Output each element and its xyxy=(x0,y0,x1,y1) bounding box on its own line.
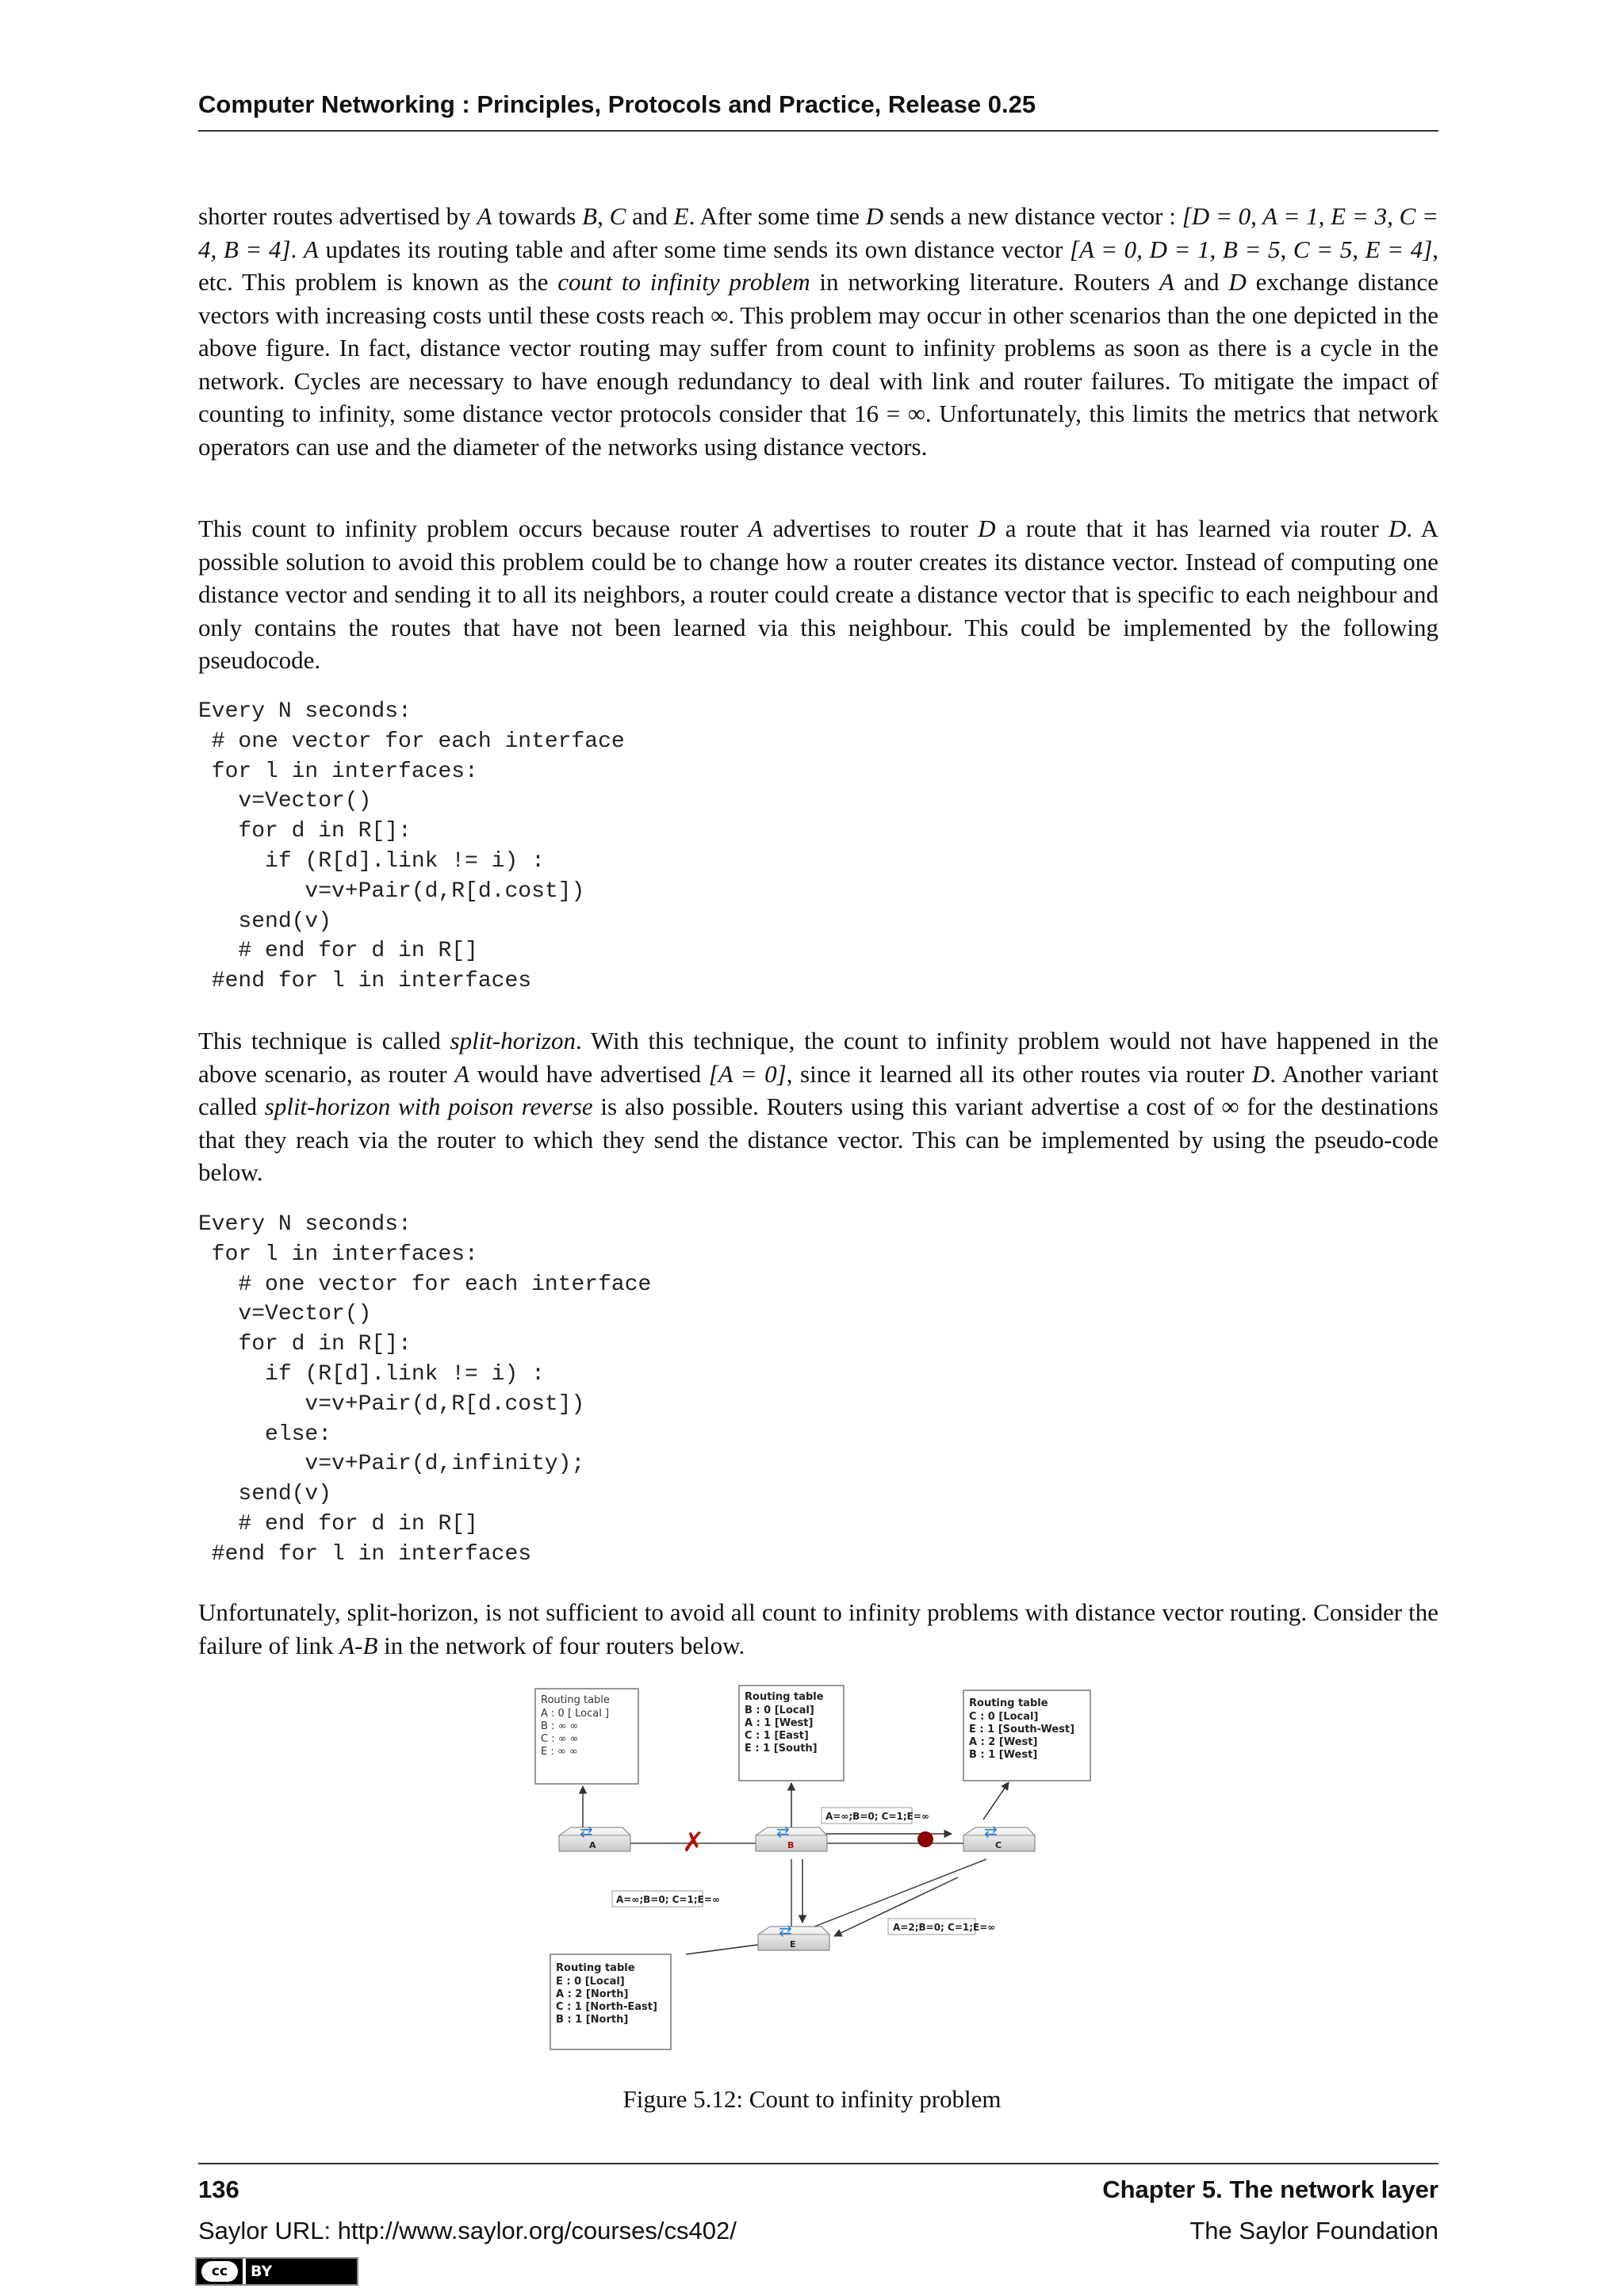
chapter-title: Chapter 5. The network layer xyxy=(1102,2175,1438,2203)
message-text: A=∞;B=0; C=1;E=∞ xyxy=(825,1811,929,1822)
saylor-foundation: The Saylor Foundation xyxy=(1189,2217,1438,2244)
distance-vector-a: [A = 0, D = 1, B = 5, C = 5, E = 4] xyxy=(1070,235,1433,263)
dropped-message-dot xyxy=(917,1831,933,1847)
term-split-horizon: split-horizon xyxy=(450,1027,576,1054)
arrow-c-table xyxy=(983,1782,1009,1820)
routing-table-a-row: C : ∞ ∞ xyxy=(541,1733,579,1745)
distance-vector-d: [D = 0, A = 1, E = 3, C = 4, B = 4] xyxy=(198,202,1439,263)
message-text: A=2;B=0; C=1;E=∞ xyxy=(893,1922,996,1933)
routing-table-a-row: E : ∞ ∞ xyxy=(541,1746,578,1758)
link-c-e xyxy=(810,1859,986,1928)
routing-table-a-row: B : ∞ ∞ xyxy=(541,1720,579,1732)
cc-by-label: BY xyxy=(251,2263,273,2280)
routing-table-b-row: E : 1 [South] xyxy=(745,1743,818,1755)
router-label: C xyxy=(995,1840,1002,1850)
paragraph-1: shorter routes advertised by A towards B, C and E. After some time D sends a new distance vector : [D = 0, A = 1, E = 3, C = 4, B = 4]. A updates its routing table and after some time sends its own distance vector [A = 0, D = 1, B = 5, C = 5, E = 4], etc. This problem is known as the count to infinity problem in networking literature. Routers A and D exchange distance vectors with increasing costs until these costs reach ∞. This problem may occur in other scenarios than the one depicted in the above figure. In fact, distance vector routing may suffer from count to infinity problems as soon as there is a cycle in the network. Cycles are necessary to have enough redundancy to deal with link and router failures. To mitigate the impact of counting to infinity, some distance vector protocols consider that 16 = ∞. Unfortunately, this limits the metrics that network operators can use and the diameter of the networks using distance vectors. xyxy=(198,202,1439,461)
routing-table-c-title: Routing table xyxy=(969,1697,1048,1709)
cc-license-badge xyxy=(195,2257,358,2286)
page-header-title: Computer Networking : Principles, Protocols and Practice, Release 0.25 xyxy=(198,90,1036,118)
routing-table-e-row: E : 0 [Local] xyxy=(556,1976,625,1988)
router-label: E xyxy=(790,1939,796,1950)
router-icon: ⇄ xyxy=(779,1921,792,1940)
cc-divider xyxy=(243,2259,246,2284)
term-count-to-infinity: count to infinity problem xyxy=(557,268,810,296)
router-c xyxy=(963,1822,1035,1851)
figure-caption: Figure 5.12: Count to infinity problem xyxy=(622,2085,1002,2113)
routing-table-c-row: E : 1 [South-West] xyxy=(969,1724,1075,1735)
term-poison-reverse: split-horizon with poison reverse xyxy=(264,1093,593,1120)
routing-table-b-row: A : 1 [West] xyxy=(745,1717,814,1729)
router-label: B xyxy=(787,1840,795,1850)
routing-table-e-row: B : 1 [North] xyxy=(556,2014,629,2026)
network-figure xyxy=(523,1681,1110,2077)
router-a xyxy=(559,1822,630,1851)
routing-table-c xyxy=(963,1690,1090,1781)
paragraph-2: This count to infinity problem occurs because router A advertises to router D a route that it has learned via router D. A possible solution to avoid this problem could be to change how a router creates its distance vector. Instead of computing one distance vector and sending it to all its neighbors, a router could create a distance vector that is specific to each neighbour and only contains the routes that have not been learned via this neighbour. This could be implemented by the following pseudocode. xyxy=(198,515,1439,674)
page-number: 136 xyxy=(198,2175,239,2203)
message-label-ce xyxy=(888,1919,995,1934)
cc-icon: cc xyxy=(201,2261,238,2282)
message-label-bc xyxy=(822,1808,929,1823)
header-rule xyxy=(198,130,1438,132)
message-label-be xyxy=(612,1891,720,1907)
router-label: A xyxy=(589,1840,596,1850)
routing-table-e xyxy=(550,1954,671,2049)
routing-table-b xyxy=(739,1686,844,1781)
routing-table-a-row: A : 0 [ Local ] xyxy=(541,1708,610,1720)
routing-table-c-row: C : 0 [Local] xyxy=(969,1711,1039,1723)
message-text: A=∞;B=0; C=1;E=∞ xyxy=(616,1894,720,1905)
paragraph-4: Unfortunately, split-horizon, is not sufficient to avoid all count to infinity problems with distance vector routing. Consider the failure of link A-B in the network of four routers below. xyxy=(198,1598,1438,1659)
saylor-url: Saylor URL: http://www.saylor.org/courses/cs402/ xyxy=(198,2217,737,2244)
footer-rule xyxy=(198,2163,1438,2164)
routing-table-b-title: Routing table xyxy=(745,1691,824,1703)
code-block-poison-reverse: Every N seconds: for l in interfaces: # one vector for each interface v=Vector() for d in R[]: if (R[d].link != i) : v=v+Pair(d,R[d.cost]) else: v=v+Pair(d,infinity); send(v) # end for d in R[] #end for l in interfaces xyxy=(198,1212,652,1567)
routing-table-a-title: Routing table xyxy=(541,1694,610,1706)
routing-table-c-row: B : 1 [West] xyxy=(969,1749,1038,1761)
routing-table-b-row: C : 1 [East] xyxy=(745,1730,809,1742)
routing-table-a xyxy=(535,1689,638,1784)
routing-table-e-row: C : 1 [North-East] xyxy=(556,2001,657,2013)
routing-table-b-row: B : 0 [Local] xyxy=(745,1705,814,1716)
router-icon: ⇄ xyxy=(580,1822,593,1841)
routing-table-e-row: A : 2 [North] xyxy=(556,1988,629,2000)
routing-table-c-row: A : 2 [West] xyxy=(969,1736,1038,1748)
routing-table-e-title: Routing table xyxy=(556,1962,635,1974)
link-failure-mark: ✗ xyxy=(682,1827,705,1858)
router-icon: ⇄ xyxy=(984,1822,998,1841)
paragraph-3: This technique is called split-horizon. With this technique, the count to infinity problem would not have happened in the above scenario, as router A would have advertised [A = 0], since it learned all its other routes via router D. Another variant called split-horizon with poison reverse is also possible. Routers using this variant advertise a cost of ∞ for the destinations that they reach via the router to which they send the distance vector. This can be implemented by using the pseudo-code below. xyxy=(198,1027,1439,1186)
code-block-split-horizon: Every N seconds: # one vector for each interface for l in interfaces: v=Vector() for d in R[]: if (R[d].link != i) : v=v+Pair(d,R[d.cost]) send(v) # end for d in R[] #end for l in interfaces xyxy=(198,699,625,994)
router-icon: ⇄ xyxy=(776,1822,790,1841)
